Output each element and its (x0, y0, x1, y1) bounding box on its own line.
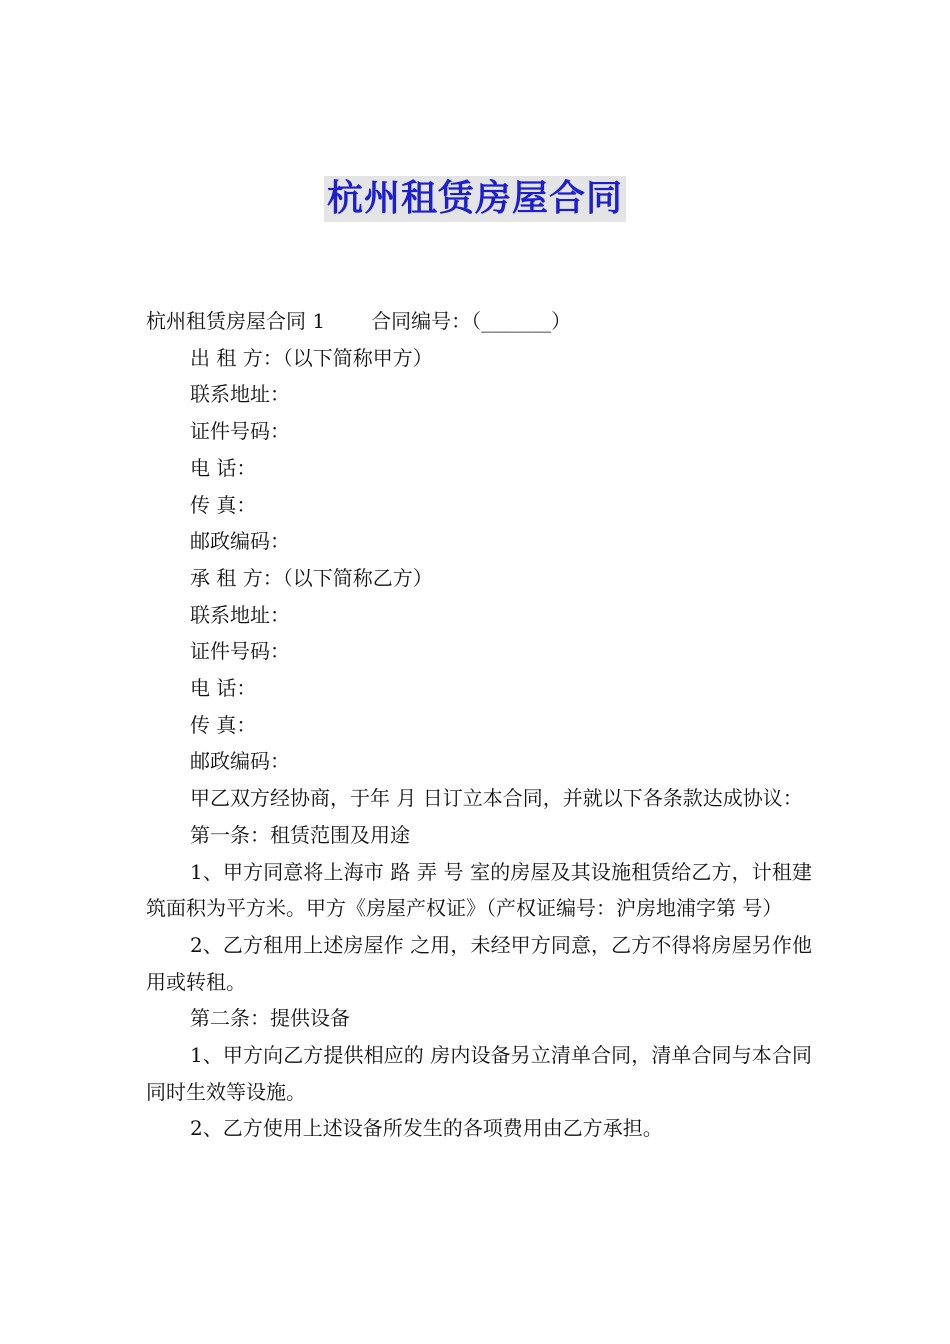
document-title: 杭州租赁房屋合同 (324, 176, 626, 222)
lessor-phone: 电 话： (190, 455, 257, 480)
article2-heading: 第二条：提供设备 (190, 1006, 350, 1031)
lessor-label: 出 租 方：（以下简称甲方） (190, 345, 433, 370)
lessor-postcode: 邮政编码： (190, 529, 290, 554)
lessee-label: 承 租 方：（以下简称乙方） (190, 565, 433, 590)
article1-clause2: 2、乙方租用上述房屋作 之用，未经甲方同意，乙方不得将房屋另作他用或转租。 (146, 932, 812, 994)
lessee-postcode: 邮政编码： (190, 749, 290, 774)
article1-heading: 第一条：租赁范围及用途 (190, 822, 410, 847)
article1-clause1: 1、甲方同意将上海市 路 弄 号 室的房屋及其设施租赁给乙方，计租建筑面积为平方米。甲方《房屋产权证》（产权证编号：沪房地浦字第 号） (146, 859, 812, 921)
lessee-fax: 传 真： (190, 712, 257, 737)
title-container (0, 176, 950, 222)
lessee-id-number: 证件号码： (190, 639, 290, 664)
lessee-phone: 电 话： (190, 676, 257, 701)
lessor-id-number: 证件号码： (190, 419, 290, 444)
lessor-address: 联系地址： (190, 382, 290, 407)
lessor-fax: 传 真： (190, 492, 257, 517)
lessee-address: 联系地址： (190, 602, 290, 627)
preamble-paragraph: 甲乙双方经协商，于年 月 日订立本合同，并就以下各条款达成协议： (190, 786, 803, 811)
article2-clause2: 2、乙方使用上述设备所发生的各项费用由乙方承担。 (190, 1116, 663, 1141)
contract-name: 杭州租赁房屋合同 1 (146, 309, 326, 333)
contract-number: 合同编号：（_______） (371, 309, 572, 333)
article2-clause1: 1、甲方向乙方提供相应的 房内设备另立清单合同，清单合同与本合同同时生效等设施。 (146, 1043, 812, 1104)
document-body (146, 303, 812, 1147)
contract-header-line (146, 303, 812, 340)
